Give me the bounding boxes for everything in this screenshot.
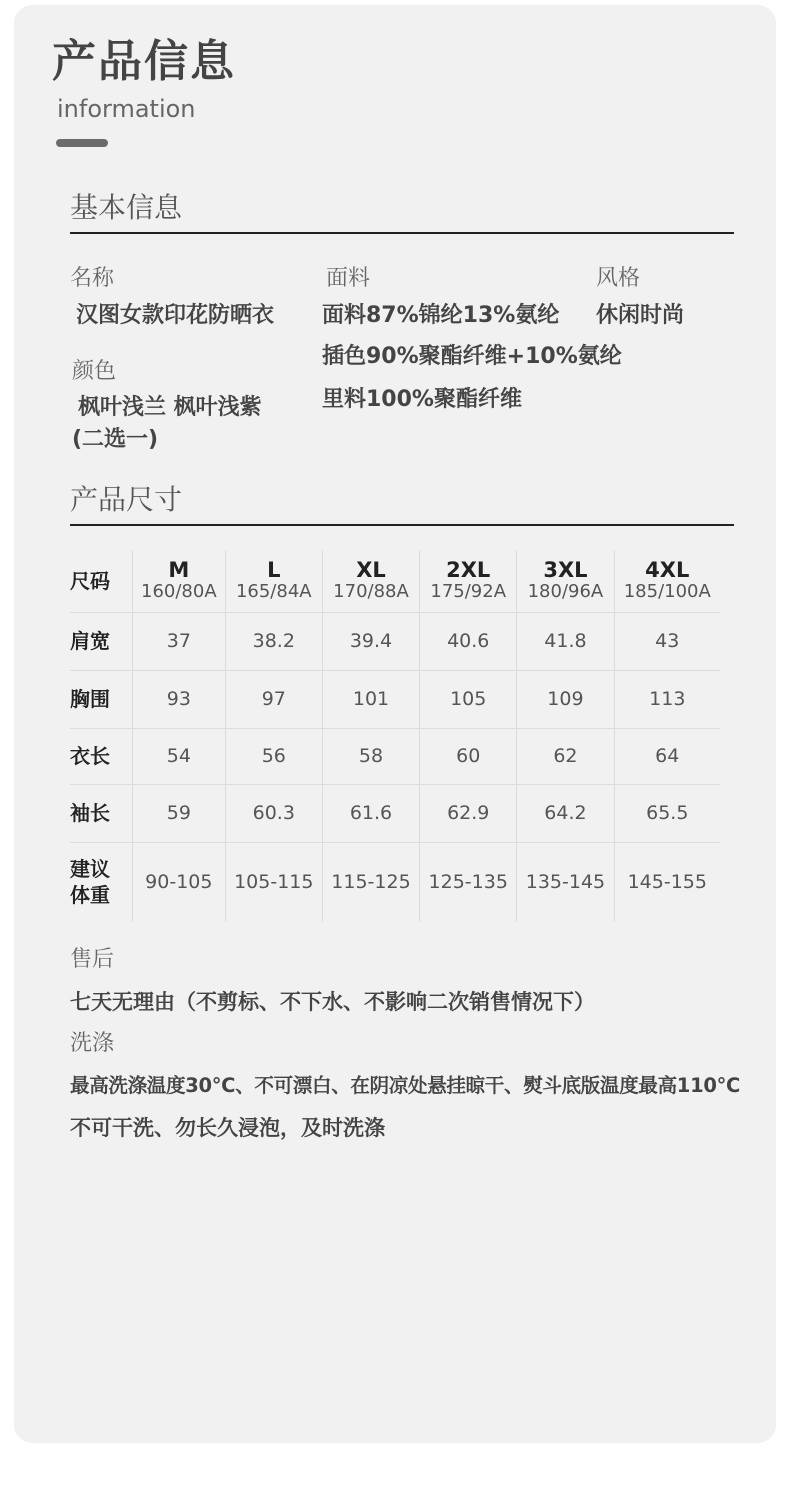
size-code: 165/84A bbox=[235, 580, 312, 602]
size-name: 4XL bbox=[645, 557, 690, 582]
fabric-label: 面料 bbox=[326, 266, 371, 291]
after-sales-label: 售后 bbox=[70, 947, 115, 972]
table-cell: 62.9 bbox=[420, 784, 517, 842]
table-cell: 38.2 bbox=[225, 612, 322, 670]
table-cell: 64 bbox=[614, 728, 720, 784]
row-label: 胸围 bbox=[70, 670, 133, 728]
size-name: 2XL bbox=[446, 557, 491, 582]
size-code: 180/96A bbox=[527, 580, 604, 602]
size-header-cell bbox=[517, 550, 614, 612]
size-rule bbox=[70, 524, 734, 526]
table-cell: 60.3 bbox=[225, 784, 322, 842]
table-row bbox=[70, 842, 720, 922]
table-cell: 61.6 bbox=[322, 784, 419, 842]
row-label-line: 体重 bbox=[70, 883, 110, 908]
table-cell: 125-135 bbox=[420, 842, 517, 922]
title-underline-bar bbox=[56, 139, 108, 147]
table-row bbox=[70, 728, 720, 784]
table-cell: 62 bbox=[517, 728, 614, 784]
table-cell: 109 bbox=[517, 670, 614, 728]
table-cell: 113 bbox=[614, 670, 720, 728]
table-cell: 135-145 bbox=[517, 842, 614, 922]
table-row bbox=[70, 612, 720, 670]
size-name: M bbox=[168, 557, 190, 582]
table-cell: 59 bbox=[133, 784, 226, 842]
fabric-line-2: 插色90%聚酯纤维+10%氨纶 bbox=[322, 344, 622, 369]
table-cell: 93 bbox=[133, 670, 226, 728]
table-cell: 97 bbox=[225, 670, 322, 728]
table-cell: 58 bbox=[322, 728, 419, 784]
size-header-cell bbox=[322, 550, 419, 612]
table-cell: 40.6 bbox=[420, 612, 517, 670]
page-title: 产品信息 bbox=[52, 36, 236, 87]
table-cell: 43 bbox=[614, 612, 720, 670]
table-cell: 65.5 bbox=[614, 784, 720, 842]
size-header-cell bbox=[420, 550, 517, 612]
name-label: 名称 bbox=[70, 266, 115, 291]
table-cell: 54 bbox=[133, 728, 226, 784]
size-header-cell bbox=[614, 550, 720, 612]
washing-text-line-2: 不可干洗、勿长久浸泡，及时洗涤 bbox=[70, 1116, 385, 1140]
style-label: 风格 bbox=[596, 266, 641, 291]
size-name: XL bbox=[356, 557, 386, 582]
table-cell: 56 bbox=[225, 728, 322, 784]
table-row bbox=[70, 670, 720, 728]
page-subtitle: information bbox=[57, 95, 196, 123]
table-cell: 101 bbox=[322, 670, 419, 728]
basic-info-rule bbox=[70, 232, 734, 234]
size-header-label: 尺码 bbox=[70, 550, 133, 612]
table-row bbox=[70, 784, 720, 842]
table-cell: 64.2 bbox=[517, 784, 614, 842]
table-cell: 115-125 bbox=[322, 842, 419, 922]
row-label: 衣长 bbox=[70, 728, 133, 784]
style-value: 休闲时尚 bbox=[596, 303, 685, 328]
washing-label: 洗涤 bbox=[70, 1031, 115, 1056]
size-header-cell bbox=[225, 550, 322, 612]
basic-info-heading: 基本信息 bbox=[70, 191, 183, 224]
row-label: 肩宽 bbox=[70, 612, 133, 670]
size-code: 170/88A bbox=[333, 580, 409, 602]
color-label: 颜色 bbox=[72, 359, 117, 384]
size-name: L bbox=[267, 557, 281, 582]
size-header-cell bbox=[133, 550, 226, 612]
color-value: 枫叶浅兰 枫叶浅紫 bbox=[78, 395, 262, 420]
row-label-line: 建议 bbox=[70, 857, 110, 882]
table-cell: 105 bbox=[420, 670, 517, 728]
table-cell: 39.4 bbox=[322, 612, 419, 670]
washing-text-line-1: 最高洗涤温度30°C、不可漂白、在阴凉处悬挂晾干、熨斗底版温度最高110°C bbox=[70, 1074, 741, 1097]
size-code: 175/92A bbox=[430, 580, 507, 602]
table-cell: 60 bbox=[420, 728, 517, 784]
table-cell: 90-105 bbox=[133, 842, 226, 922]
name-value: 汉图女款印花防晒衣 bbox=[76, 303, 275, 328]
fabric-line-3: 里料100%聚酯纤维 bbox=[322, 387, 522, 412]
size-code: 160/80A bbox=[141, 580, 217, 602]
table-cell: 145-155 bbox=[614, 842, 720, 922]
table-cell: 105-115 bbox=[225, 842, 322, 922]
size-table bbox=[70, 550, 720, 922]
after-sales-text: 七天无理由（不剪标、不下水、不影响二次销售情况下） bbox=[70, 990, 595, 1014]
row-label bbox=[70, 842, 133, 922]
row-label: 袖长 bbox=[70, 784, 133, 842]
size-name: 3XL bbox=[543, 557, 588, 582]
fabric-line-1: 面料87%锦纶13%氨纶 bbox=[322, 303, 560, 328]
size-heading: 产品尺寸 bbox=[70, 483, 183, 516]
table-cell: 41.8 bbox=[517, 612, 614, 670]
color-note: (二选一) bbox=[72, 427, 159, 452]
size-header-row bbox=[70, 550, 720, 612]
table-cell: 37 bbox=[133, 612, 226, 670]
size-code: 185/100A bbox=[623, 580, 711, 602]
